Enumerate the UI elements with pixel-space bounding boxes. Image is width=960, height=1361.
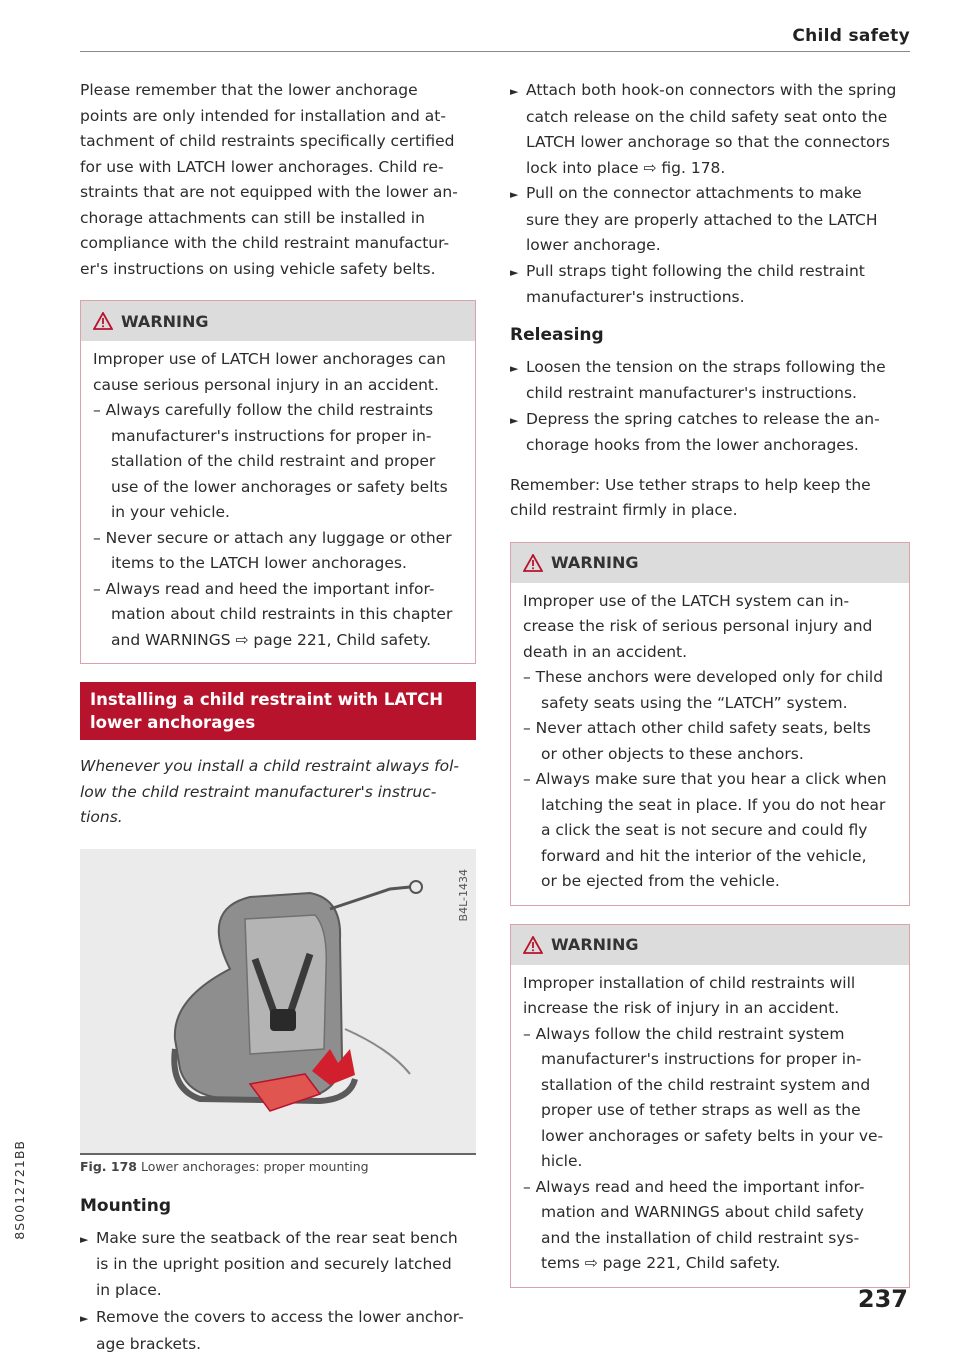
mounting-step: [510, 259, 910, 311]
page-header-title: Child safety: [792, 26, 910, 46]
text-line: tions.: [80, 808, 123, 826]
text-line: [510, 259, 910, 286]
text-line: cause serious personal injury in an accident.: [93, 375, 439, 394]
text-line: is in the upright position and securely latched: [96, 1255, 452, 1273]
bullet-triangle-icon: ►: [510, 85, 519, 98]
text-span: Pull on the connector attachments to make: [526, 184, 862, 202]
text-span: Attach both hook-on connectors with the spring: [526, 81, 897, 99]
text-line: straints that are not equipped with the lower an-: [80, 183, 458, 201]
text-line: mation and WARNINGS about child safety: [541, 1203, 864, 1221]
text-line: low the child restraint manufacturer's instruc-: [80, 782, 437, 801]
text-line: lower anchorages: [90, 713, 256, 732]
releasing-step: [510, 407, 910, 459]
document-code: 8S0012721BB: [12, 1140, 27, 1240]
intro-paragraph: [80, 78, 476, 282]
text-span: Remove the covers to access the lower anchor-: [96, 1308, 464, 1326]
text-span: Pull straps tight following the child restraint: [526, 261, 865, 280]
text-line: manufacturer's instructions for proper in-: [541, 1050, 862, 1068]
releasing-heading: Releasing: [510, 324, 604, 345]
figure-code: B4L-1434: [457, 868, 470, 921]
warning-box: [510, 924, 910, 1288]
text-line: in your vehicle.: [111, 503, 230, 521]
text-line: crease the risk of serious personal injury and: [523, 617, 873, 635]
warning-body: [511, 583, 909, 905]
text-line: Improper use of the LATCH system can in-: [523, 591, 850, 610]
text-line: [510, 78, 910, 105]
mounting-step: [510, 181, 910, 259]
text-line: Whenever you install a child restraint always fol-: [80, 757, 459, 775]
text-line: Remember: Use tether straps to help keep the: [510, 475, 871, 494]
text-line: points are only intended for installation and at-: [80, 106, 446, 125]
text-line: manufacturer's instructions for proper in-: [111, 426, 432, 445]
warning-body: [511, 965, 909, 1287]
text-line: latching the seat in place. If you do not hear: [541, 795, 886, 814]
text-line: child restraint manufacturer's instructions.: [526, 384, 857, 402]
warning-header: [511, 543, 909, 583]
text-line: – Always make sure that you hear a click when: [523, 770, 887, 788]
warning-label: WARNING: [551, 935, 639, 954]
text-line: forward and hit the interior of the vehicle,: [541, 846, 867, 865]
text-line: – Always read and heed the important infor-: [523, 1177, 865, 1196]
warning-item: [93, 526, 463, 577]
text-line: for use with LATCH lower anchorages. Child re-: [80, 157, 444, 176]
mounting-step: [510, 78, 910, 181]
warning-header: [511, 925, 909, 965]
warning-label: WARNING: [551, 553, 639, 572]
bullet-triangle-icon: ►: [510, 265, 519, 279]
text-line: hicle.: [541, 1152, 583, 1170]
warning-box: [510, 542, 910, 906]
text-line: safety seats using the “LATCH” system.: [541, 693, 848, 712]
page-reference-link[interactable]: and WARNINGS ⇨ page 221, Child safety.: [111, 630, 432, 649]
text-line: in place.: [96, 1280, 162, 1299]
mounting-heading: Mounting: [80, 1195, 172, 1216]
bullet-triangle-icon: ►: [80, 1232, 89, 1246]
text-line: [80, 1226, 476, 1253]
text-line: stallation of the child restraint system and: [541, 1075, 871, 1094]
remember-paragraph: [510, 473, 910, 524]
text-line: a click the seat is not secure and could fly: [541, 821, 868, 839]
text-span: Depress the spring catches to release the an-: [526, 409, 880, 428]
text-line: [510, 407, 910, 434]
text-line: or other objects to these anchors.: [541, 744, 804, 763]
text-line: Improper use of LATCH lower anchorages can: [93, 350, 446, 368]
text-span: Loosen the tension on the straps following the: [526, 357, 886, 376]
text-line: sure they are properly attached to the LATCH: [526, 210, 878, 229]
mounting-step: [80, 1226, 476, 1304]
text-line: LATCH lower anchorage so that the connectors: [526, 133, 890, 151]
text-line: – Always read and heed the important infor-: [93, 579, 435, 598]
text-line: chorage hooks from the lower anchorages.: [526, 436, 859, 454]
left-column: [80, 78, 476, 1357]
text-line: use of the lower anchorages or safety belts: [111, 477, 448, 496]
text-line: [510, 355, 910, 382]
text-line: chorage attachments can still be installed in: [80, 208, 425, 227]
text-line: [510, 181, 910, 208]
text-line: – Always carefully follow the child restraints: [93, 401, 434, 419]
text-line: age brackets.: [96, 1334, 202, 1353]
text-line: catch release on the child safety seat onto the: [526, 107, 888, 126]
text-line: and the installation of child restraint sys-: [541, 1228, 860, 1247]
bullet-triangle-icon: ►: [80, 1312, 89, 1325]
text-line: items to the LATCH lower anchorages.: [111, 554, 407, 572]
section-heading: [80, 682, 476, 740]
text-line: er's instructions on using vehicle safety belts.: [80, 259, 436, 278]
bullet-triangle-icon: ►: [510, 413, 519, 427]
text-line: Installing a child restraint with LATCH: [90, 690, 444, 709]
mounting-step: [80, 1305, 476, 1357]
header-rule: [80, 51, 910, 52]
right-column: [510, 78, 910, 1306]
child-seat-illustration: [80, 849, 476, 1153]
text-line: lower anchorage.: [526, 236, 661, 254]
text-line: manufacturer's instructions.: [526, 288, 745, 306]
text-line: death in an accident.: [523, 642, 688, 661]
figure-label: Fig. 178: [80, 1158, 137, 1174]
text-line: Please remember that the lower anchorage: [80, 81, 418, 99]
text-line: mation about child restraints in this chapter: [111, 605, 453, 623]
text-line: compliance with the child restraint manufactur-: [80, 234, 450, 252]
text-line: or be ejected from the vehicle.: [541, 872, 780, 890]
text-span: Make sure the seatback of the rear seat bench: [96, 1228, 458, 1247]
text-line: – Never attach other child safety seats, belts: [523, 719, 871, 737]
text-line: – Always follow the child restraint system: [523, 1024, 845, 1043]
page-reference-link[interactable]: tems ⇨ page 221, Child safety.: [541, 1254, 781, 1272]
text-line: proper use of tether straps as well as the: [541, 1101, 861, 1119]
text-line: – Never secure or attach any luggage or other: [93, 528, 452, 547]
child-seat-figure: [80, 849, 476, 1155]
figure-caption: [80, 1159, 476, 1174]
warning-triangle-icon: [523, 554, 543, 572]
warning-body: [81, 341, 475, 663]
warning-triangle-icon: [93, 312, 113, 330]
warning-box: [80, 300, 476, 664]
warning-item: [93, 577, 463, 654]
page-number: 237: [857, 1285, 908, 1313]
section-intro: [80, 754, 476, 831]
warning-triangle-icon: [523, 936, 543, 954]
warning-item: [93, 398, 463, 526]
figure-reference-link[interactable]: lock into place ⇨ fig. 178.: [526, 158, 726, 177]
warning-label: WARNING: [121, 311, 209, 331]
bullet-triangle-icon: ►: [510, 188, 519, 201]
text-line: child restraint firmly in place.: [510, 501, 738, 519]
text-line: tachment of child restraints specifically certified: [80, 132, 455, 150]
text-line: Improper installation of child restraints will: [523, 973, 856, 992]
figure-caption-text: Lower anchorages: proper mounting: [140, 1158, 369, 1174]
text-line: stallation of the child restraint and proper: [111, 452, 436, 470]
warning-header: [81, 301, 475, 341]
text-line: [80, 1305, 476, 1332]
releasing-step: [510, 355, 910, 407]
text-line: – These anchors were developed only for child: [523, 668, 884, 686]
text-line: increase the risk of injury in an accident.: [523, 999, 840, 1017]
text-line: lower anchorages or safety belts in your ve-: [541, 1126, 884, 1145]
bullet-triangle-icon: ►: [510, 361, 519, 375]
